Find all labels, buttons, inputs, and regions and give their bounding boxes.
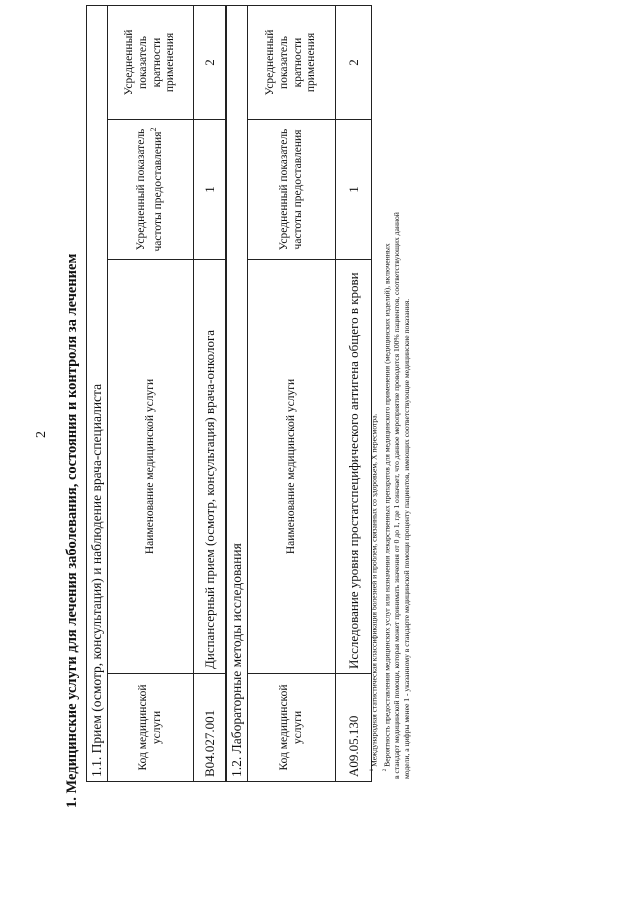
header-code: Код медицинской услуги [248, 674, 336, 782]
table-section-title: 1.1. Прием (осмотр, консультация) и наблюдение врача-специалиста [87, 5, 108, 781]
footnotes [367, 0, 412, 779]
table-row [194, 5, 226, 781]
section-heading: 1. Медицинские услуги для лечения заболевания, состояния и контроля за лечением [64, 253, 80, 808]
cell-multiplicity: 2 [194, 5, 226, 119]
header-frequency: Усредненный показатель частоты предоставления [248, 120, 336, 260]
cell-name: Диспансерный прием (осмотр, консультация) врача-онколога [194, 260, 226, 674]
cell-name: Исследование уровня простатспецифического антигена общего в крови [336, 260, 372, 674]
footnote-1: $^1$ Международная статистическая классификация болезней и проблем, связанных со здоровьем, X пересмотра. [369, 413, 379, 772]
header-name: Наименование медицинской услуги [248, 260, 336, 674]
header-name: Наименование медицинской услуги [108, 260, 194, 674]
header-multiplicity: Усредненный показатель кратности применения [108, 5, 194, 119]
header-multiplicity: Усредненный показатель кратности применения [248, 5, 336, 119]
page-number: 2 [34, 431, 49, 438]
cell-frequency: 1 [194, 120, 226, 260]
cell-code: A09.05.130 [336, 674, 372, 782]
table-laboratory [226, 5, 372, 782]
footnote-2-line-2: в стандарт медицинской помощи, которая может принимать значения от 0 до 1, где 1 означает, что данное мероприятие проводится 100% пациентов, соответствующих данной [392, 212, 402, 779]
cell-code: B04.027.001 [194, 674, 226, 782]
cell-multiplicity: 2 [336, 5, 372, 119]
footnote-2-line-3: модели, а цифры менее 1 - указанному в стандарте медицинской помощи проценту пациентов, имеющих соответствующие медицинские показания. [402, 298, 412, 779]
table-consultation [86, 5, 226, 782]
cell-frequency: 1 [336, 120, 372, 260]
footnote-ref: 2 [149, 127, 159, 132]
header-code: Код медицинской услуги [108, 674, 194, 782]
table-section-title: 1.2. Лабораторные методы исследования [227, 5, 248, 781]
footnote-2: $^2$ Вероятность предоставления медицинских услуг или назначения лекарственных препаратов для медицинского применения (медицинских изделий), включенных [381, 243, 392, 772]
header-frequency: Усредненный показатель частоты предоставления$^2$ [108, 120, 194, 260]
